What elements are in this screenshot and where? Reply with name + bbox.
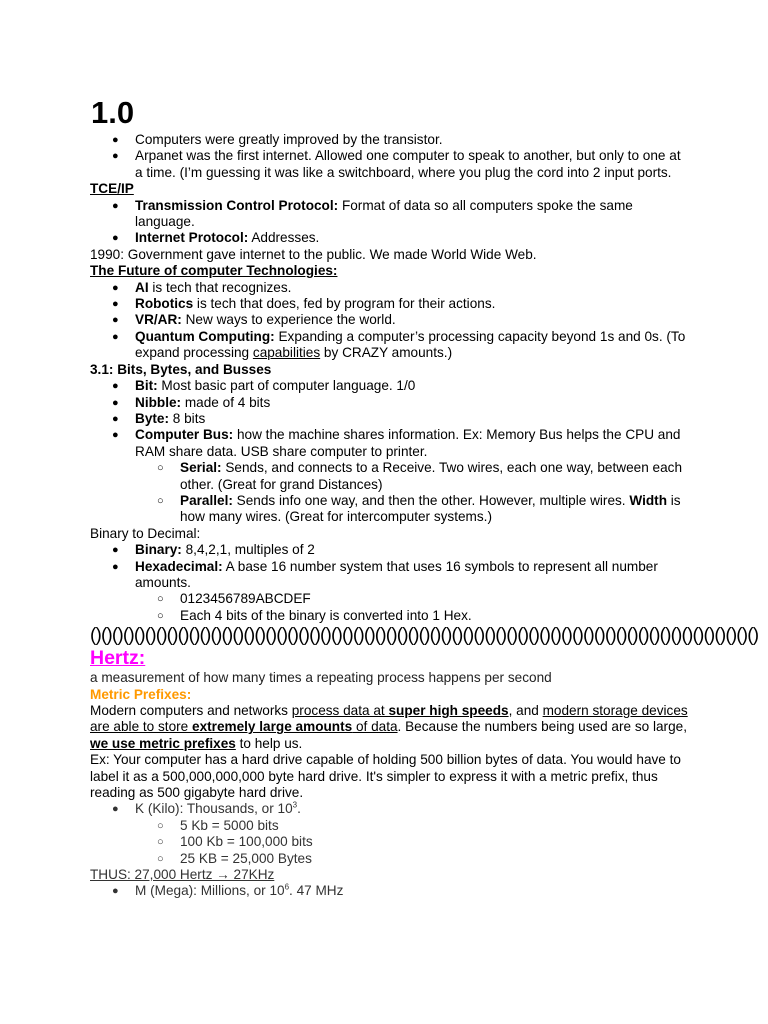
term: Binary: [135,542,182,558]
list-item [90,329,690,362]
list-item: ● Arpanet was the first internet. Allowed one computer to speak to another, but only to one at a time. (I’m guessing it was like a switchboard, where you plug the cord into 2 input ports. [90,148,690,181]
term: Bit: [135,378,158,394]
text: M (Mega): Millions, or 10 [135,883,285,899]
mega-list [90,883,690,899]
underlined-text: process data at [291,703,389,718]
text: K (Kilo): Thousands, or 10 [135,801,293,817]
text: , and [508,703,543,718]
definition: 8,4,2,1, multiples of 2 [181,542,315,558]
term-width: Width [629,492,667,508]
definition: how the machine shares information. Ex: Memory Bus helps the CPU and RAM share data. USB share computer to printer. [135,427,681,459]
list-item [90,312,690,328]
list-item [90,801,690,867]
list-item: ● Computers were greatly improved by the transistor. [90,132,690,148]
section-heading-tcpip: TCE/IP [90,181,134,197]
thus-line: THUS: 27,000 Hertz → 27KHz [90,867,275,883]
list-item [90,542,690,558]
definition: made of 4 bits [181,394,271,410]
text: . [297,801,301,817]
sub-list-item: ○ 25 KB = 25,000 Bytes [135,851,690,867]
term: Robotics [135,296,194,312]
sub-list-item: ○ 5 Kb = 5000 bits [135,818,690,834]
list-item [90,378,690,394]
exponent: 3 [292,800,298,810]
metric-paragraph [90,703,690,752]
sub-list-item [135,460,690,493]
list-item [90,280,690,296]
definition-end: is how many wires. (Great for intercomputer systems.) [180,492,681,525]
text: to help us. [235,735,303,751]
future-list [90,280,690,362]
definition: Most basic part of computer language. 1/0 [157,378,416,394]
hex-sublist [135,591,690,624]
section-heading-future: The Future of computer Technologies: [90,263,338,279]
list-item [90,559,690,625]
emphasis-text: extremely large amounts [192,719,353,735]
text: . 47 MHz [289,883,344,899]
definition: Sends, and connects to a Receive. Two wires, each one way, between each other. (Great for grand Distances) [180,460,683,492]
list-item [90,427,690,525]
term: Parallel: [180,492,233,508]
term: Internet Protocol: [135,230,249,246]
list-item [90,230,690,246]
emphasis-text: super high speeds [388,703,509,718]
document-page [90,95,759,900]
definition: is tech that recognizes. [148,279,292,295]
kilo-sublist [135,818,690,867]
term: Serial: [180,460,222,476]
sub-list-item: ○ Each 4 bits of the binary is converted into 1 Hex. [135,608,690,624]
intro-list [90,132,690,181]
bus-sublist [135,460,690,526]
list-item [90,395,690,411]
section-heading-hertz: Hertz: [90,647,146,670]
page-title: 1.0 [91,95,135,130]
hertz-definition: a measurement of how many times a repeating process happens per second [90,670,552,686]
definition: is tech that does, fed by program for their actions. [193,296,496,312]
definition: 8 bits [169,410,206,426]
sub-list-item: ○ 0123456789ABCDEF [135,591,690,607]
text: . Because the numbers being used are so large, [397,719,687,735]
term: VR/AR: [135,312,182,328]
paragraph-1990: 1990: Government gave internet to the public. We made World Wide Web. [90,246,537,262]
separator-line: ()()()()()()()()()()()()()()()()()()()()()()()()()()()()()()()()()()()()()()()()()()()()()()()()()()()()()()()()()()()()() [90,625,759,647]
section-heading-binary: Binary to Decimal: [90,525,201,541]
definition: Sends info one way, and then the other. However, multiple wires. [232,492,630,508]
sub-list-item [135,493,690,526]
definition: Format of data so all computers spoke the same language. [135,197,633,230]
definition: A base 16 number system that uses 16 symbols to represent all number amounts. [135,558,658,590]
term: Byte: [135,410,169,426]
sub-list-item: ○ 100 Kb = 100,000 bits [135,834,690,850]
emphasis-text: we use metric prefixes [90,735,236,751]
kilo-list [90,801,690,867]
section-heading-bits: 3.1: Bits, Bytes, and Busses [90,361,272,377]
tcpip-list [90,198,690,247]
list-item [90,411,690,427]
term: Hexadecimal: [135,558,223,574]
underlined-word: capabilities [252,345,321,361]
example-paragraph: Ex: Your computer has a hard drive capable of holding 500 billion bytes of data. You would have to label it as a 500,000,000,000 byte hard drive. It's simpler to express it with a metric prefix, thus reading as 500 gigabyte hard drive. [90,752,681,801]
text: Modern computers and networks [90,703,292,718]
term: AI [135,279,149,295]
definition: Addresses. [248,230,320,246]
exponent: 6 [284,882,290,892]
underlined-text: of data [352,719,398,735]
definition-end: by CRAZY amounts.) [320,345,453,361]
term: Transmission Control Protocol: [135,197,339,213]
binary-list [90,542,690,624]
list-item [90,296,690,312]
list-item [90,883,690,899]
section-heading-metric: Metric Prefixes: [90,686,192,702]
definition: Expanding a computer’s processing capacity beyond 1s and 0s. (To expand processing [135,328,686,361]
underlined-text: modern storage devices are able to store [90,703,688,735]
bits-list [90,378,690,526]
term: Quantum Computing: [135,328,275,344]
list-item [90,198,690,231]
term: Computer Bus: [135,427,234,443]
term: Nibble: [135,394,182,410]
definition: New ways to experience the world. [181,312,396,328]
